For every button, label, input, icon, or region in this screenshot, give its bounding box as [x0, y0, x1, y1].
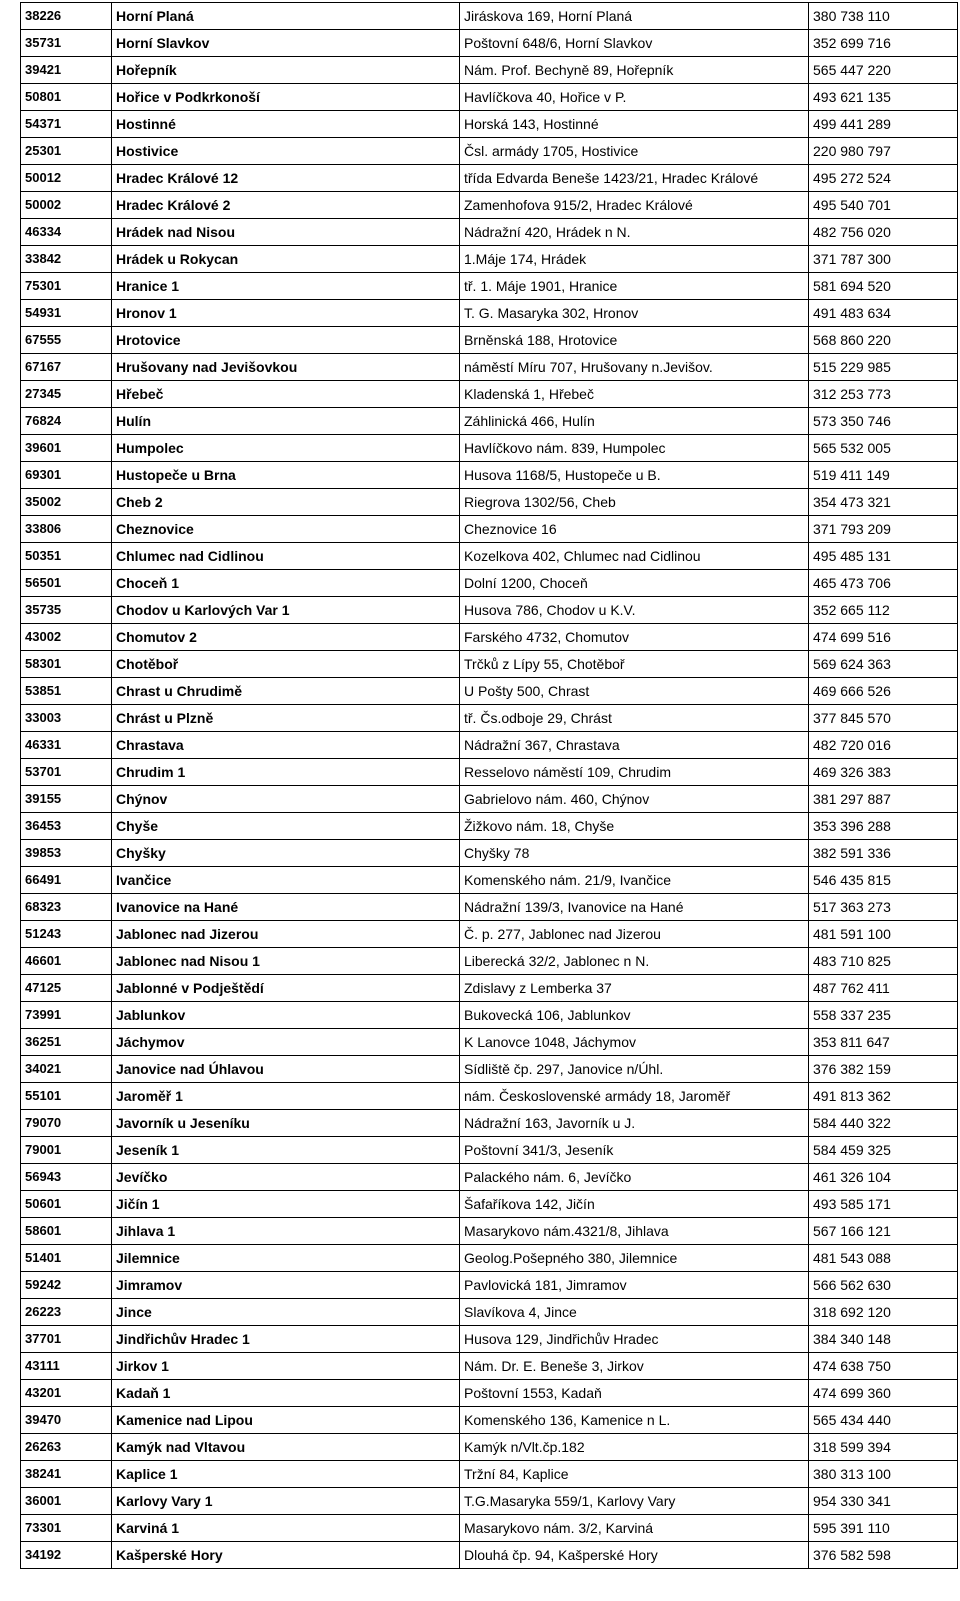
address-cell: Čsl. armády 1705, Hostivice	[460, 138, 809, 165]
phone-cell: 569 624 363	[809, 651, 958, 678]
table-row	[21, 1137, 958, 1164]
postal-code-cell: 51243	[21, 921, 112, 948]
address-cell: Zdislavy z Lemberka 37	[460, 975, 809, 1002]
postal-code-cell: 39470	[21, 1407, 112, 1434]
office-name-cell: Jablonné v Podještědí	[112, 975, 460, 1002]
postal-code-cell: 51401	[21, 1245, 112, 1272]
phone-cell: 376 382 159	[809, 1056, 958, 1083]
phone-cell: 567 166 121	[809, 1218, 958, 1245]
address-cell: Farského 4732, Chomutov	[460, 624, 809, 651]
post-office-list	[20, 2, 957, 1569]
address-cell: Horská 143, Hostinné	[460, 111, 809, 138]
address-cell: Nádražní 139/3, Ivanovice na Hané	[460, 894, 809, 921]
phone-cell: 493 585 171	[809, 1191, 958, 1218]
postal-code-cell: 35731	[21, 30, 112, 57]
address-cell: Nám. Prof. Bechyně 89, Hořepník	[460, 57, 809, 84]
table-row	[21, 516, 958, 543]
table-row	[21, 300, 958, 327]
office-name-cell: Karviná 1	[112, 1515, 460, 1542]
address-cell: Dolní 1200, Choceň	[460, 570, 809, 597]
table-row	[21, 1434, 958, 1461]
table-row	[21, 570, 958, 597]
phone-cell: 312 253 773	[809, 381, 958, 408]
address-cell: Riegrova 1302/56, Cheb	[460, 489, 809, 516]
address-cell: Havlíčkovo nám. 839, Humpolec	[460, 435, 809, 462]
postal-code-cell: 34192	[21, 1542, 112, 1569]
address-cell: Brněnská 188, Hrotovice	[460, 327, 809, 354]
office-name-cell: Chyšky	[112, 840, 460, 867]
address-cell: Komenského nám. 21/9, Ivančice	[460, 867, 809, 894]
phone-cell: 377 845 570	[809, 705, 958, 732]
address-cell: Geolog.Pošepného 380, Jilemnice	[460, 1245, 809, 1272]
phone-cell: 566 562 630	[809, 1272, 958, 1299]
table-row	[21, 1542, 958, 1569]
office-name-cell: Hrušovany nad Jevišovkou	[112, 354, 460, 381]
office-name-cell: Jaroměř 1	[112, 1083, 460, 1110]
office-name-cell: Choceň 1	[112, 570, 460, 597]
postal-code-cell: 36453	[21, 813, 112, 840]
office-name-cell: Hranice 1	[112, 273, 460, 300]
table-row	[21, 1488, 958, 1515]
office-name-cell: Humpolec	[112, 435, 460, 462]
postal-code-cell: 38241	[21, 1461, 112, 1488]
postal-code-cell: 39853	[21, 840, 112, 867]
table-row	[21, 1056, 958, 1083]
phone-cell: 546 435 815	[809, 867, 958, 894]
postal-code-cell: 59242	[21, 1272, 112, 1299]
table-row	[21, 759, 958, 786]
address-cell: tř. 1. Máje 1901, Hranice	[460, 273, 809, 300]
phone-cell: 352 665 112	[809, 597, 958, 624]
phone-cell: 565 447 220	[809, 57, 958, 84]
table-row	[21, 840, 958, 867]
table-row	[21, 1461, 958, 1488]
phone-cell: 352 699 716	[809, 30, 958, 57]
postal-code-cell: 79001	[21, 1137, 112, 1164]
phone-cell: 491 813 362	[809, 1083, 958, 1110]
table-row	[21, 489, 958, 516]
postal-code-cell: 35002	[21, 489, 112, 516]
phone-cell: 519 411 149	[809, 462, 958, 489]
post-office-table	[20, 2, 958, 1569]
address-cell: U Pošty 500, Chrast	[460, 678, 809, 705]
table-row	[21, 111, 958, 138]
address-cell: Poštovní 341/3, Jeseník	[460, 1137, 809, 1164]
phone-cell: 481 543 088	[809, 1245, 958, 1272]
office-name-cell: Hřebeč	[112, 381, 460, 408]
phone-cell: 487 762 411	[809, 975, 958, 1002]
phone-cell: 474 699 360	[809, 1380, 958, 1407]
office-name-cell: Ivanovice na Hané	[112, 894, 460, 921]
phone-cell: 515 229 985	[809, 354, 958, 381]
address-cell: Záhlinická 466, Hulín	[460, 408, 809, 435]
phone-cell: 474 699 516	[809, 624, 958, 651]
address-cell: Trčků z Lípy 55, Chotěboř	[460, 651, 809, 678]
phone-cell: 495 485 131	[809, 543, 958, 570]
postal-code-cell: 50012	[21, 165, 112, 192]
office-name-cell: Jihlava 1	[112, 1218, 460, 1245]
phone-cell: 382 591 336	[809, 840, 958, 867]
phone-cell: 495 272 524	[809, 165, 958, 192]
phone-cell: 584 440 322	[809, 1110, 958, 1137]
postal-code-cell: 58301	[21, 651, 112, 678]
address-cell: Kladenská 1, Hřebeč	[460, 381, 809, 408]
phone-cell: 353 396 288	[809, 813, 958, 840]
table-row	[21, 84, 958, 111]
office-name-cell: Hradec Králové 12	[112, 165, 460, 192]
table-row	[21, 138, 958, 165]
postal-code-cell: 53701	[21, 759, 112, 786]
postal-code-cell: 53851	[21, 678, 112, 705]
table-row	[21, 1191, 958, 1218]
table-row	[21, 1407, 958, 1434]
office-name-cell: Hrádek nad Nisou	[112, 219, 460, 246]
postal-code-cell: 46601	[21, 948, 112, 975]
table-row	[21, 678, 958, 705]
postal-code-cell: 73301	[21, 1515, 112, 1542]
phone-cell: 483 710 825	[809, 948, 958, 975]
phone-cell: 474 638 750	[809, 1353, 958, 1380]
postal-code-cell: 56501	[21, 570, 112, 597]
table-row	[21, 219, 958, 246]
address-cell: Husova 786, Chodov u K.V.	[460, 597, 809, 624]
postal-code-cell: 50601	[21, 1191, 112, 1218]
phone-cell: 491 483 634	[809, 300, 958, 327]
address-cell: Nám. Dr. E. Beneše 3, Jirkov	[460, 1353, 809, 1380]
phone-cell: 469 326 383	[809, 759, 958, 786]
table-row	[21, 1083, 958, 1110]
postal-code-cell: 34021	[21, 1056, 112, 1083]
phone-cell: 482 756 020	[809, 219, 958, 246]
address-cell: náměstí Míru 707, Hrušovany n.Jevišov.	[460, 354, 809, 381]
table-row	[21, 921, 958, 948]
address-cell: Kamýk n/Vlt.čp.182	[460, 1434, 809, 1461]
office-name-cell: Hořepník	[112, 57, 460, 84]
phone-cell: 481 591 100	[809, 921, 958, 948]
postal-code-cell: 76824	[21, 408, 112, 435]
office-name-cell: Jevíčko	[112, 1164, 460, 1191]
office-name-cell: Jičín 1	[112, 1191, 460, 1218]
phone-cell: 469 666 526	[809, 678, 958, 705]
table-row	[21, 813, 958, 840]
address-cell: Č. p. 277, Jablonec nad Jizerou	[460, 921, 809, 948]
address-cell: Nádražní 367, Chrastava	[460, 732, 809, 759]
office-name-cell: Horní Planá	[112, 3, 460, 30]
phone-cell: 595 391 110	[809, 1515, 958, 1542]
address-cell: Komenského 136, Kamenice n L.	[460, 1407, 809, 1434]
phone-cell: 493 621 135	[809, 84, 958, 111]
office-name-cell: Hrotovice	[112, 327, 460, 354]
postal-code-cell: 50002	[21, 192, 112, 219]
address-cell: T.G.Masaryka 559/1, Karlovy Vary	[460, 1488, 809, 1515]
table-row	[21, 543, 958, 570]
office-name-cell: Kašperské Hory	[112, 1542, 460, 1569]
postal-code-cell: 33003	[21, 705, 112, 732]
postal-code-cell: 67167	[21, 354, 112, 381]
office-name-cell: Chrastava	[112, 732, 460, 759]
office-name-cell: Kadaň 1	[112, 1380, 460, 1407]
office-name-cell: Hradec Králové 2	[112, 192, 460, 219]
table-row	[21, 651, 958, 678]
table-row	[21, 1353, 958, 1380]
table-row	[21, 1110, 958, 1137]
office-name-cell: Chrudim 1	[112, 759, 460, 786]
table-row	[21, 30, 958, 57]
table-row	[21, 3, 958, 30]
table-row	[21, 705, 958, 732]
office-name-cell: Jablonec nad Nisou 1	[112, 948, 460, 975]
postal-code-cell: 79070	[21, 1110, 112, 1137]
office-name-cell: Chlumec nad Cidlinou	[112, 543, 460, 570]
table-row	[21, 894, 958, 921]
table-row	[21, 327, 958, 354]
office-name-cell: Jindřichův Hradec 1	[112, 1326, 460, 1353]
address-cell: Slavíkova 4, Jince	[460, 1299, 809, 1326]
address-cell: nám. Československé armády 18, Jaroměř	[460, 1083, 809, 1110]
phone-cell: 371 793 209	[809, 516, 958, 543]
phone-cell: 565 532 005	[809, 435, 958, 462]
postal-code-cell: 54371	[21, 111, 112, 138]
address-cell: Gabrielovo nám. 460, Chýnov	[460, 786, 809, 813]
phone-cell: 499 441 289	[809, 111, 958, 138]
address-cell: T. G. Masaryka 302, Hronov	[460, 300, 809, 327]
phone-cell: 568 860 220	[809, 327, 958, 354]
postal-code-cell: 33842	[21, 246, 112, 273]
postal-code-cell: 50801	[21, 84, 112, 111]
office-name-cell: Ivančice	[112, 867, 460, 894]
table-row	[21, 867, 958, 894]
office-name-cell: Hořice v Podkrkonoší	[112, 84, 460, 111]
postal-code-cell: 69301	[21, 462, 112, 489]
postal-code-cell: 26263	[21, 1434, 112, 1461]
phone-cell: 354 473 321	[809, 489, 958, 516]
postal-code-cell: 43201	[21, 1380, 112, 1407]
table-row	[21, 165, 958, 192]
table-row	[21, 1002, 958, 1029]
postal-code-cell: 37701	[21, 1326, 112, 1353]
office-name-cell: Jilemnice	[112, 1245, 460, 1272]
postal-code-cell: 58601	[21, 1218, 112, 1245]
table-row	[21, 354, 958, 381]
postal-code-cell: 67555	[21, 327, 112, 354]
postal-code-cell: 54931	[21, 300, 112, 327]
postal-code-cell: 25301	[21, 138, 112, 165]
table-row	[21, 192, 958, 219]
table-row	[21, 948, 958, 975]
address-cell: Poštovní 1553, Kadaň	[460, 1380, 809, 1407]
table-row	[21, 1299, 958, 1326]
office-name-cell: Jáchymov	[112, 1029, 460, 1056]
address-cell: Šafaříkova 142, Jičín	[460, 1191, 809, 1218]
address-cell: Husova 1168/5, Hustopeče u B.	[460, 462, 809, 489]
phone-cell: 353 811 647	[809, 1029, 958, 1056]
phone-cell: 371 787 300	[809, 246, 958, 273]
table-row	[21, 273, 958, 300]
office-name-cell: Horní Slavkov	[112, 30, 460, 57]
address-cell: Dlouhá čp. 94, Kašperské Hory	[460, 1542, 809, 1569]
postal-code-cell: 68323	[21, 894, 112, 921]
postal-code-cell: 75301	[21, 273, 112, 300]
office-name-cell: Cheznovice	[112, 516, 460, 543]
postal-code-cell: 26223	[21, 1299, 112, 1326]
postal-code-cell: 36251	[21, 1029, 112, 1056]
table-row	[21, 1029, 958, 1056]
phone-cell: 465 473 706	[809, 570, 958, 597]
phone-cell: 318 692 120	[809, 1299, 958, 1326]
phone-cell: 573 350 746	[809, 408, 958, 435]
office-name-cell: Karlovy Vary 1	[112, 1488, 460, 1515]
postal-code-cell: 27345	[21, 381, 112, 408]
table-body	[21, 3, 958, 1569]
postal-code-cell: 39421	[21, 57, 112, 84]
address-cell: Pavlovická 181, Jimramov	[460, 1272, 809, 1299]
table-row	[21, 57, 958, 84]
office-name-cell: Jince	[112, 1299, 460, 1326]
postal-code-cell: 35735	[21, 597, 112, 624]
table-row	[21, 408, 958, 435]
office-name-cell: Chrást u Plzně	[112, 705, 460, 732]
address-cell: Masarykovo nám. 3/2, Karviná	[460, 1515, 809, 1542]
table-row	[21, 1218, 958, 1245]
office-name-cell: Chyše	[112, 813, 460, 840]
phone-cell: 384 340 148	[809, 1326, 958, 1353]
table-row	[21, 435, 958, 462]
address-cell: 1.Máje 174, Hrádek	[460, 246, 809, 273]
table-row	[21, 462, 958, 489]
address-cell: Nádražní 420, Hrádek n N.	[460, 219, 809, 246]
postal-code-cell: 47125	[21, 975, 112, 1002]
phone-cell: 380 313 100	[809, 1461, 958, 1488]
office-name-cell: Kamenice nad Lipou	[112, 1407, 460, 1434]
address-cell: Jiráskova 169, Horní Planá	[460, 3, 809, 30]
postal-code-cell: 36001	[21, 1488, 112, 1515]
address-cell: Kozelkova 402, Chlumec nad Cidlinou	[460, 543, 809, 570]
postal-code-cell: 73991	[21, 1002, 112, 1029]
office-name-cell: Chotěboř	[112, 651, 460, 678]
address-cell: Tržní 84, Kaplice	[460, 1461, 809, 1488]
office-name-cell: Jablunkov	[112, 1002, 460, 1029]
address-cell: Havlíčkova 40, Hořice v P.	[460, 84, 809, 111]
phone-cell: 565 434 440	[809, 1407, 958, 1434]
postal-code-cell: 43111	[21, 1353, 112, 1380]
office-name-cell: Hrádek u Rokycan	[112, 246, 460, 273]
office-name-cell: Jimramov	[112, 1272, 460, 1299]
address-cell: Sídliště čp. 297, Janovice n/Úhl.	[460, 1056, 809, 1083]
postal-code-cell: 39601	[21, 435, 112, 462]
address-cell: Liberecká 32/2, Jablonec n N.	[460, 948, 809, 975]
phone-cell: 954 330 341	[809, 1488, 958, 1515]
phone-cell: 380 738 110	[809, 3, 958, 30]
table-row	[21, 1326, 958, 1353]
phone-cell: 376 582 598	[809, 1542, 958, 1569]
table-row	[21, 246, 958, 273]
table-row	[21, 1515, 958, 1542]
table-row	[21, 624, 958, 651]
address-cell: Husova 129, Jindřichův Hradec	[460, 1326, 809, 1353]
postal-code-cell: 56943	[21, 1164, 112, 1191]
address-cell: Bukovecká 106, Jablunkov	[460, 1002, 809, 1029]
table-row	[21, 732, 958, 759]
table-row	[21, 381, 958, 408]
address-cell: Cheznovice 16	[460, 516, 809, 543]
table-row	[21, 1272, 958, 1299]
office-name-cell: Kaplice 1	[112, 1461, 460, 1488]
address-cell: třída Edvarda Beneše 1423/21, Hradec Králové	[460, 165, 809, 192]
table-row	[21, 1164, 958, 1191]
office-name-cell: Jeseník 1	[112, 1137, 460, 1164]
address-cell: Žižkovo nám. 18, Chyše	[460, 813, 809, 840]
office-name-cell: Kamýk nad Vltavou	[112, 1434, 460, 1461]
postal-code-cell: 39155	[21, 786, 112, 813]
phone-cell: 220 980 797	[809, 138, 958, 165]
phone-cell: 581 694 520	[809, 273, 958, 300]
postal-code-cell: 50351	[21, 543, 112, 570]
office-name-cell: Chomutov 2	[112, 624, 460, 651]
postal-code-cell: 46334	[21, 219, 112, 246]
office-name-cell: Chodov u Karlových Var 1	[112, 597, 460, 624]
table-row	[21, 1380, 958, 1407]
postal-code-cell: 43002	[21, 624, 112, 651]
address-cell: Chyšky 78	[460, 840, 809, 867]
office-name-cell: Janovice nad Úhlavou	[112, 1056, 460, 1083]
office-name-cell: Cheb 2	[112, 489, 460, 516]
office-name-cell: Jirkov 1	[112, 1353, 460, 1380]
office-name-cell: Hronov 1	[112, 300, 460, 327]
office-name-cell: Jablonec nad Jizerou	[112, 921, 460, 948]
phone-cell: 584 459 325	[809, 1137, 958, 1164]
address-cell: Palackého nám. 6, Jevíčko	[460, 1164, 809, 1191]
postal-code-cell: 66491	[21, 867, 112, 894]
phone-cell: 558 337 235	[809, 1002, 958, 1029]
postal-code-cell: 55101	[21, 1083, 112, 1110]
postal-code-cell: 46331	[21, 732, 112, 759]
address-cell: Resselovo náměstí 109, Chrudim	[460, 759, 809, 786]
postal-code-cell: 33806	[21, 516, 112, 543]
address-cell: tř. Čs.odboje 29, Chrást	[460, 705, 809, 732]
table-row	[21, 786, 958, 813]
address-cell: Masarykovo nám.4321/8, Jihlava	[460, 1218, 809, 1245]
address-cell: Nádražní 163, Javorník u J.	[460, 1110, 809, 1137]
office-name-cell: Hostinné	[112, 111, 460, 138]
phone-cell: 517 363 273	[809, 894, 958, 921]
phone-cell: 482 720 016	[809, 732, 958, 759]
phone-cell: 461 326 104	[809, 1164, 958, 1191]
phone-cell: 495 540 701	[809, 192, 958, 219]
table-row	[21, 975, 958, 1002]
table-row	[21, 597, 958, 624]
address-cell: K Lanovce 1048, Jáchymov	[460, 1029, 809, 1056]
postal-code-cell: 38226	[21, 3, 112, 30]
address-cell: Poštovní 648/6, Horní Slavkov	[460, 30, 809, 57]
office-name-cell: Chrast u Chrudimě	[112, 678, 460, 705]
office-name-cell: Javorník u Jeseníku	[112, 1110, 460, 1137]
office-name-cell: Chýnov	[112, 786, 460, 813]
table-row	[21, 1245, 958, 1272]
office-name-cell: Hustopeče u Brna	[112, 462, 460, 489]
phone-cell: 318 599 394	[809, 1434, 958, 1461]
phone-cell: 381 297 887	[809, 786, 958, 813]
office-name-cell: Hulín	[112, 408, 460, 435]
address-cell: Zamenhofova 915/2, Hradec Králové	[460, 192, 809, 219]
office-name-cell: Hostivice	[112, 138, 460, 165]
